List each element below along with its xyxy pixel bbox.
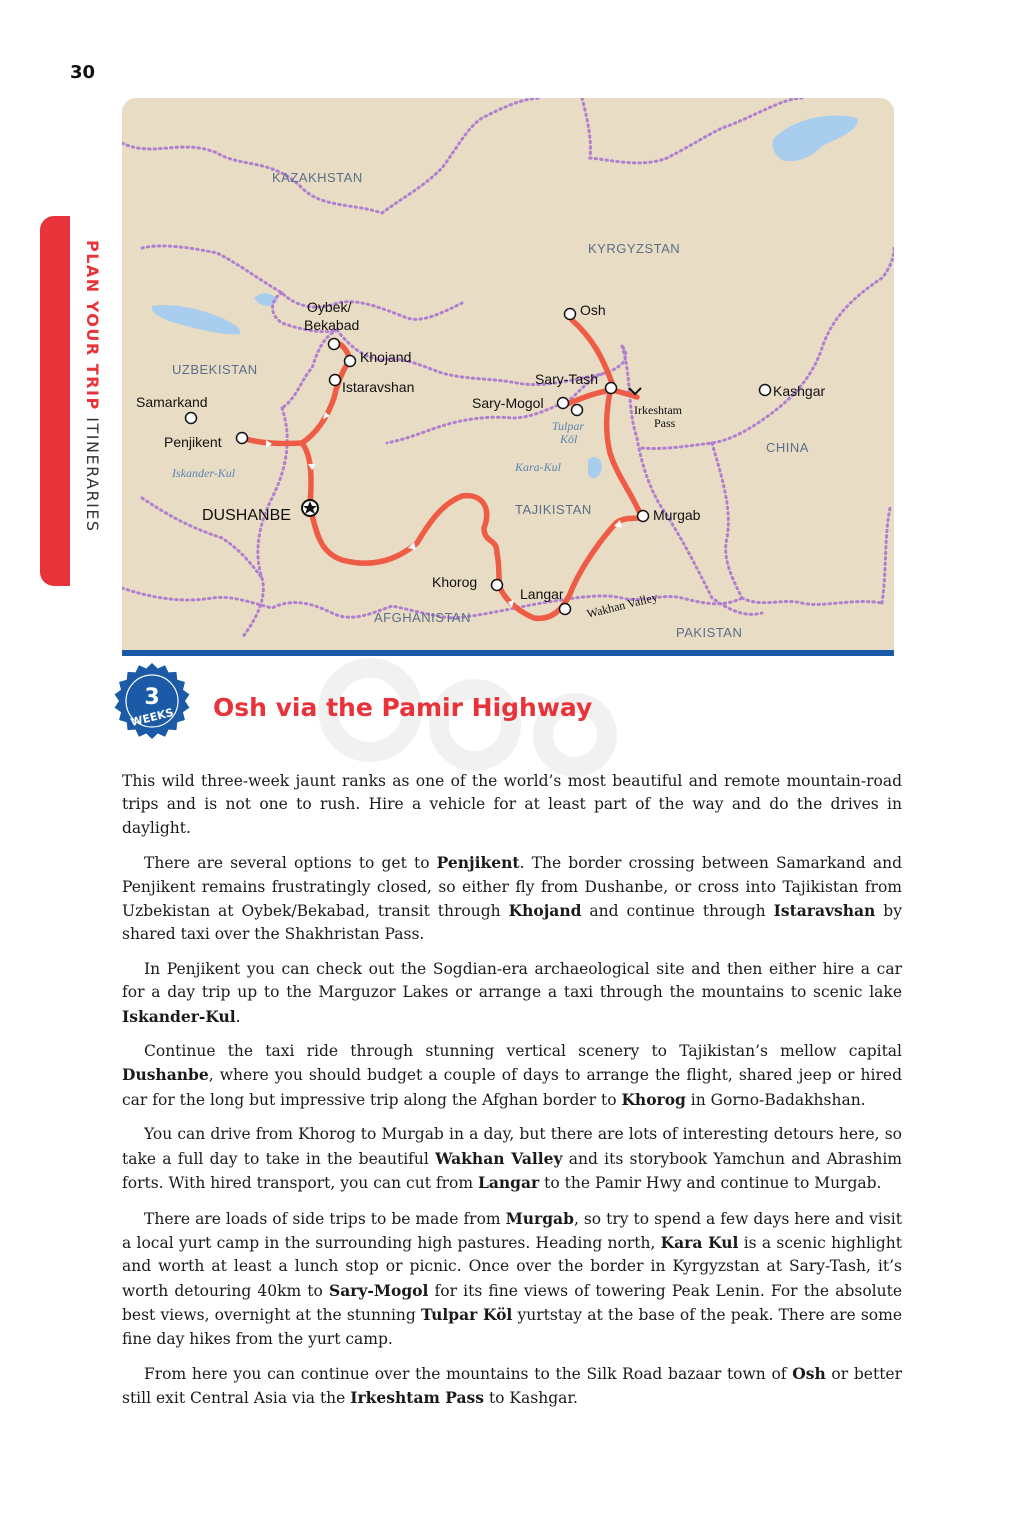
paragraph: There are loads of side trips to be made from Murgab, so try to spend a few days here and visit a local yurt camp in the surrounding high pastures. Heading north, Kara Kul is a scenic highlight and worth at least a lunch stop or picnic. Once over the border in Kyrgyzstan at Sary-Tash, it’s worth detouring 40km to Sary-Mogol for its fine views of towering Peak Lenin. For the absolute best views, overnight at the stunning Tulpar Köl yurtstay at the base of the peak. There are some fine day hikes from the yurt camp.	[122, 1208, 903, 1348]
map-label-pakistan: PAKISTAN	[676, 625, 743, 640]
paragraph: There are several options to get to Penjikent. The border crossing between Samarkand and Penjikent remains frustratingly closed, so either fly from Dushanbe, or cross into Tajikistan from Uzbekistan at Oybek/Bekabad, transit through Khojand and continue through Istaravshan by shared taxi over the Shakhristan Pass.	[122, 853, 902, 944]
page-number: 30	[70, 62, 96, 83]
paragraph: Continue the taxi ride through stunning vertical scenery to Tajikistan’s mellow capital Dushanbe, where you should budget a couple of days to arrange the flight, shared jeep or hired car for the long but impressive trip along the Afghan border to Khorog in Gorno-Badakhshan.	[122, 1042, 902, 1109]
subsection-name: ITINERARIES	[83, 417, 102, 533]
duration-badge	[113, 662, 191, 740]
map-label-tajikistan: TAJIKISTAN	[515, 502, 592, 517]
itinerary-map	[122, 98, 894, 654]
badge-number: 3	[144, 685, 160, 710]
map-label-iskander-kul: Iskander-Kul	[172, 466, 236, 480]
itinerary-body	[122, 770, 902, 1422]
map-label-uzbekistan: UZBEKISTAN	[172, 362, 258, 377]
map-label-afghanistan: AFGHANISTAN	[374, 610, 471, 625]
map-label-kyrgyzstan: KYRGYZSTAN	[588, 241, 681, 256]
map-label-langar: Langar	[520, 586, 564, 602]
map-label-tulpar: Tulpar	[552, 419, 585, 433]
badge-unit: WEEKS	[129, 705, 175, 730]
paragraph: From here you can continue over the mountains to the Silk Road bazaar town of Osh or better still exit Central Asia via the Irkeshtam Pass to Kashgar.	[122, 1363, 903, 1408]
section-tab-label	[76, 240, 102, 550]
map-label-kara-kul: Kara-Kul	[515, 460, 562, 474]
paragraph: In Penjikent you can check out the Sogdian-era archaeological site and then either hire a car for a day trip up to the Marguzor Lakes or arrange a taxi through the mountains to scenic lake Iskander-Kul.	[122, 959, 902, 1026]
map-label-osh: Osh	[580, 302, 606, 318]
section-name: PLAN YOUR TRIP	[83, 240, 102, 411]
paragraph-intro: This wild three-week jaunt ranks as one of the world’s most beautiful and remote mountain-road trips and is not one to rush. Hire a vehicle for at least part of the way and do the drives in daylight.	[122, 772, 902, 837]
map-label-khorog: Khorog	[432, 574, 478, 590]
map-label-bekabad: Bekabad	[304, 317, 360, 333]
capital-marker	[302, 500, 318, 516]
map-label-murgab: Murgab	[653, 507, 701, 523]
map-label-kashgar: Kashgar	[773, 383, 826, 399]
paragraph: You can drive from Khorog to Murgab in a day, but there are lots of interesting detours here, so take a full day to take in the beautiful Wakhan Valley and its storybook Yamchun and Abrashim forts. With hired transport, you can cut from Langar to the Pamir Hwy and continue to Murgab.	[122, 1125, 902, 1193]
map-label-istaravshan: Istaravshan	[342, 379, 415, 395]
map-label-oybek: Oybek/	[307, 299, 352, 315]
map-label-irkeshtam-pass: Pass	[654, 416, 676, 430]
map-label-samarkand: Samarkand	[136, 394, 208, 410]
map-label-sary-mogol: Sary-Mogol	[472, 395, 544, 411]
map-label-wakhan-valley: Wakhan Valley	[585, 589, 660, 621]
map-label-tulpar-kol: Köl	[560, 432, 578, 446]
map-label-kazakhstan: KAZAKHSTAN	[272, 170, 363, 185]
map-label-sary-tash: Sary-Tash	[535, 371, 599, 387]
itinerary-title: Osh via the Pamir Highway	[213, 693, 593, 722]
map-label-dushanbe: DUSHANBE	[202, 507, 291, 524]
map-label-penjikent: Penjikent	[164, 434, 222, 450]
map-label-china: CHINA	[766, 440, 809, 455]
map-label-khojand: Khojand	[360, 349, 412, 365]
map-label-irkeshtam: Irkeshtam	[634, 403, 682, 417]
